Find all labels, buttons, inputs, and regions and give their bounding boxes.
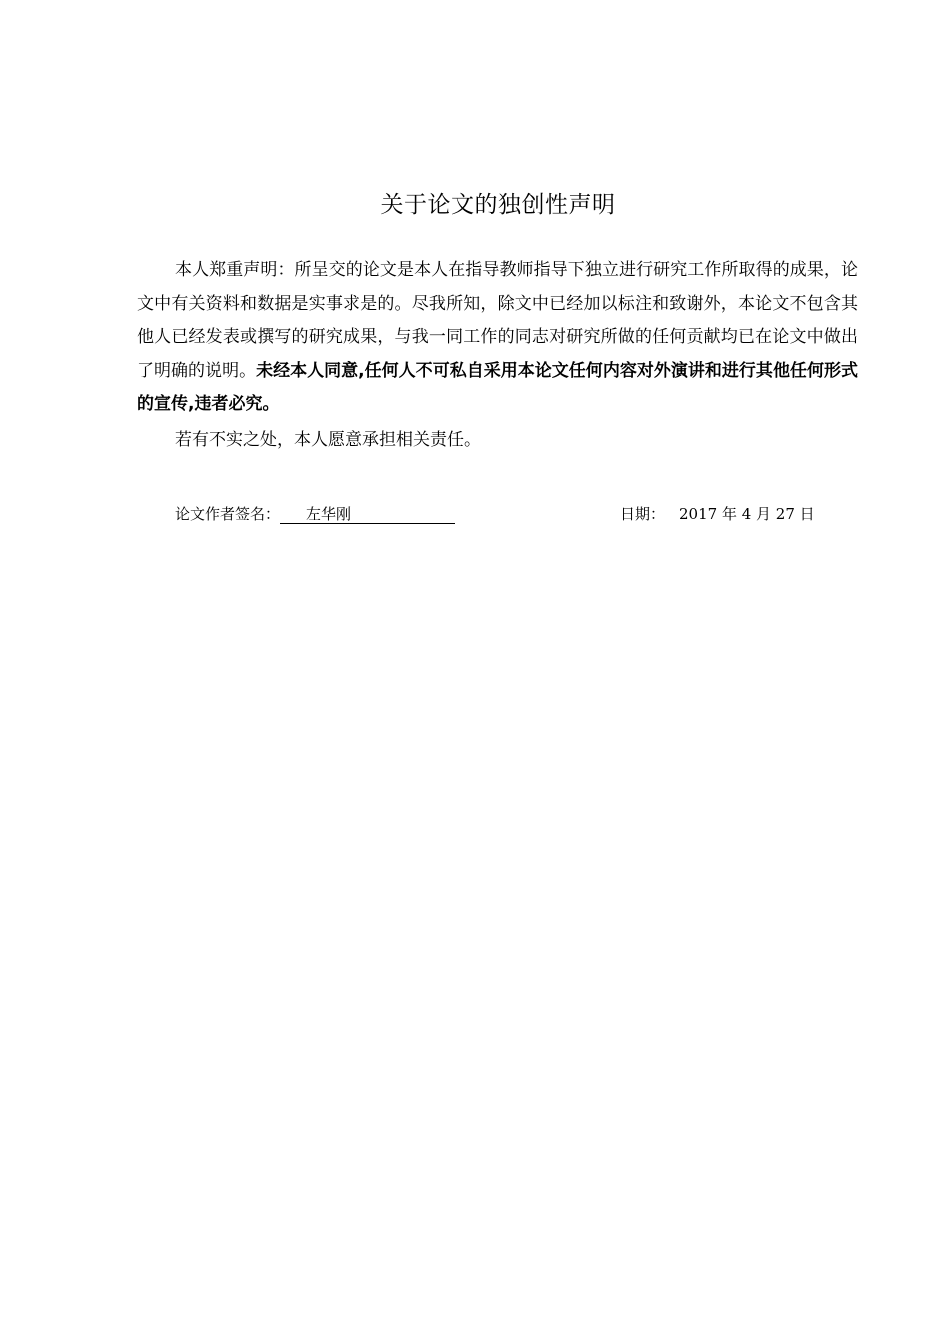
declaration-text: 本人郑重声明：所呈交的论文是本人在指导教师指导下独立进行研究工作所取得的成果，论文中有关资料和数据是实事求是的。尽我所知，除文中已经加以标注和致谢外，本论文不包含其他人已经发表或撰写的研究成果，与我一同工作的同志对研究所做的任何贡献均已在论文中做出了明确的说明。 — [137, 260, 858, 381]
signature-label: 论文作者签名： — [175, 505, 281, 523]
date-value: 2017 年 4 月 27 日 — [679, 505, 815, 523]
date-label: 日期： — [620, 505, 666, 523]
page-title: 关于论文的独创性声明 — [380, 192, 616, 218]
signature-name: 左华刚 — [280, 505, 455, 524]
responsibility-paragraph: 若有不实之处，本人愿意承担相关责任。 — [175, 430, 481, 450]
declaration-warning-text: 未经本人同意,任何人不可私自采用本论文任何内容对外演讲和进行其他任何形式的宣传,违者必究。 — [137, 360, 858, 414]
declaration-paragraph — [137, 254, 858, 422]
date-row — [620, 503, 815, 524]
signature-row — [175, 503, 455, 524]
